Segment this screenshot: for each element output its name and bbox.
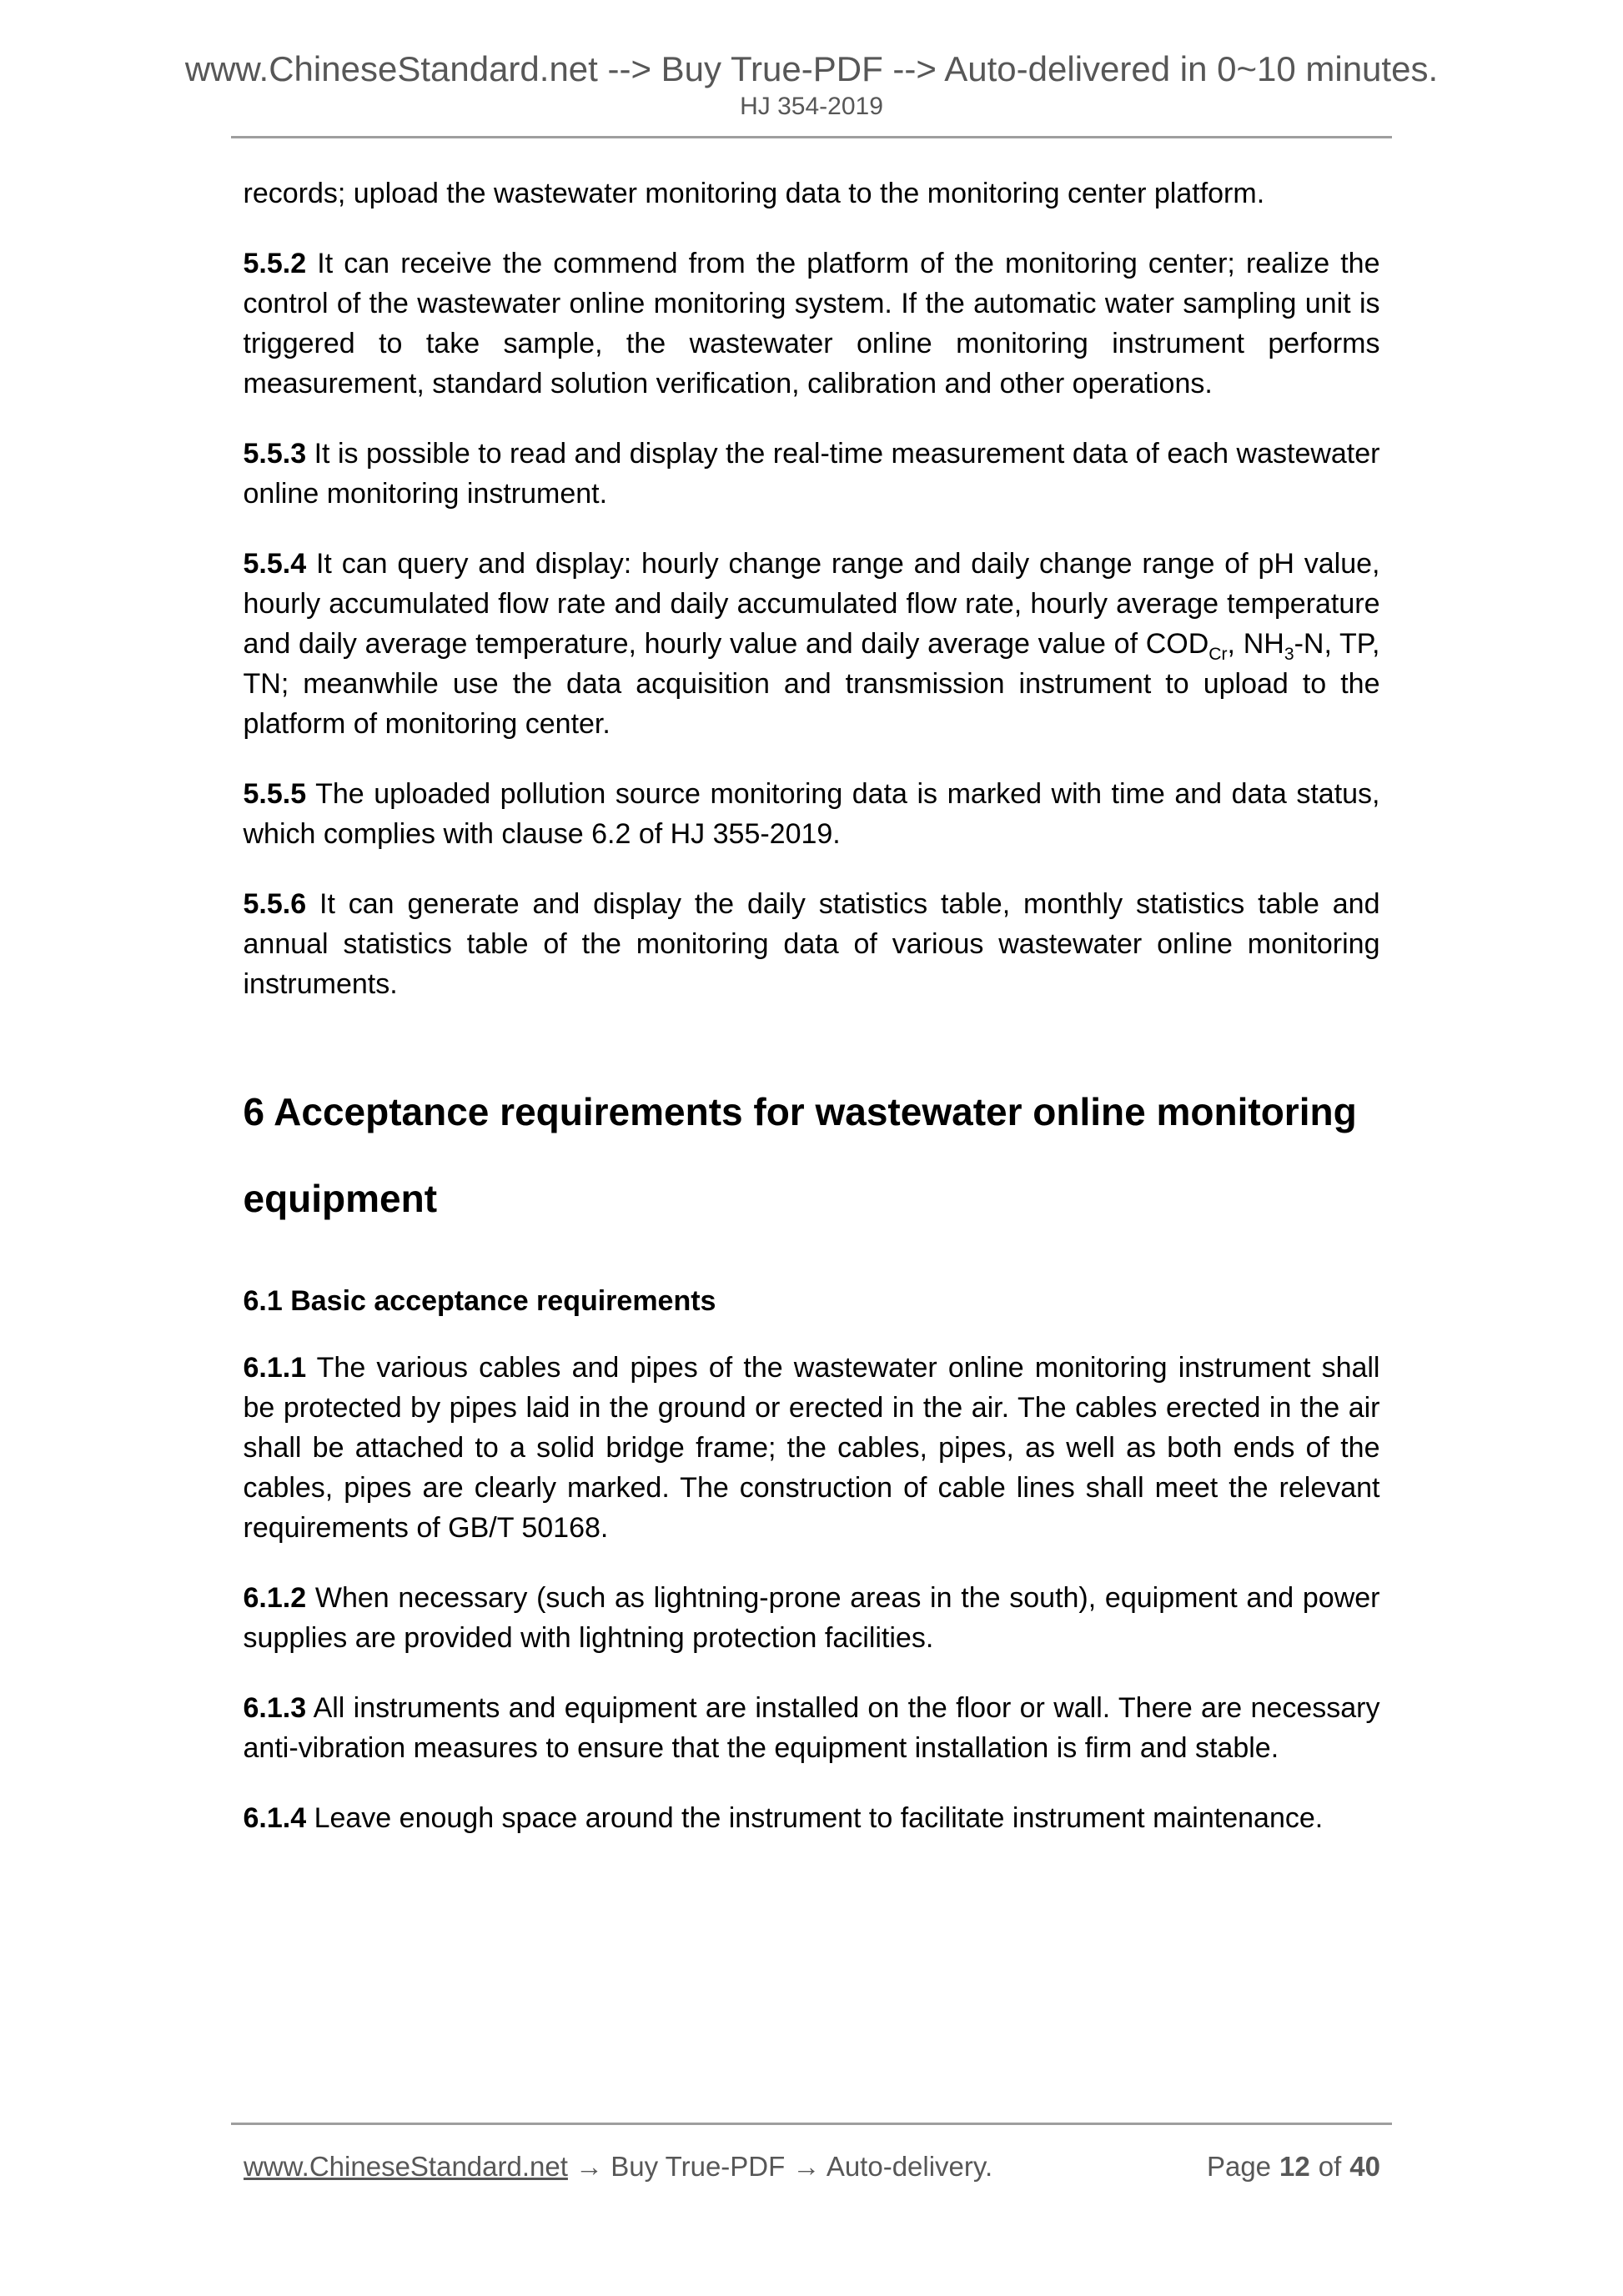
paragraph: 5.5.3 It is possible to read and display the real-time measurement data of each wastewater online monitoring instrument. [243,438,1380,510]
subscript: Cr [1208,644,1228,664]
paragraph: 6.1.3 All instruments and equipment are installed on the floor or wall. There are necessary anti-vibration measures to ensure that the equipment installation is firm and stable. [243,1692,1380,1764]
header-promo-line: www.ChineseStandard.net --> Buy True-PDF --> Auto-delivered in 0~10 minutes. [184,49,1439,88]
footer-site-link[interactable]: www.ChineseStandard.net [244,2151,568,2182]
paragraph: 6.1.2 When necessary (such as lightning-prone areas in the south), equipment and power supplies are provided with lightning protection facilities. [243,1582,1380,1654]
subsection-heading: 6.1 Basic acceptance requirements [243,1285,716,1317]
paragraph: records; upload the wastewater monitoring data to the monitoring center platform. [243,178,1265,209]
footer-promo [244,2147,992,2187]
clause-number: 5.5.3 [243,438,307,470]
clause-number: 6.1.3 [243,1692,307,1724]
paragraph: 5.5.2 It can receive the commend from the platform of the monitoring center; realize the control of the wastewater online monitoring system. If the automatic water sampling unit is triggered to take sample, the wastewater online monitoring instrument performs measurement, standard solution verification, calibration and other operations. [243,248,1380,399]
header-divider [231,136,1392,138]
paragraph: 6.1.4 Leave enough space around the instrument to facilitate instrument maintenance. [243,1802,1324,1834]
paragraph: 5.5.4 It can query and display: hourly change range and daily change range of pH value, hourly accumulated flow rate and daily accumulated flow rate, hourly average temperature and daily average temperature, hourly value and daily average value of $COD_{Cr}$, $NH_3-N$, TP, TN; meanwhile use the data acquisition and transmission instrument to upload to the platform of monitoring center. [243,548,1380,740]
clause-number: 5.5.6 [243,888,307,920]
footer-promo-tail: → Buy True-PDF → Auto-delivery. [567,2151,993,2182]
page-indicator [1207,2147,1380,2187]
page-footer [231,2123,1392,2187]
of-label: of [1318,2151,1342,2182]
clause-number: 5.5.2 [243,248,307,279]
paragraph: 6.1.1 The various cables and pipes of the wastewater online monitoring instrument shall be protected by pipes laid in the ground or erected in the air. The cables erected in the air shall be attached to a solid bridge frame; the cables, pipes, as well as both ends of the cables, pipes are clearly marked. The construction of cable lines shall meet the relevant requirements of GB/T 50168. [243,1352,1380,1544]
clause-number: 6.1.1 [243,1352,307,1384]
clause-number: 5.5.4 [243,548,307,580]
clause-number: 6.1.4 [243,1802,307,1834]
footer-divider [231,2123,1392,2125]
footer-row [244,2147,1380,2187]
page-total: 40 [1349,2151,1380,2182]
section-heading: 6 Acceptance requirements for wastewater online monitoring equipment [243,1090,1357,1220]
document-body [244,173,1380,1838]
page-header [0,0,1623,138]
clause-number: 5.5.5 [243,778,307,810]
paragraph: 5.5.5 The uploaded pollution source monitoring data is marked with time and data status, which complies with clause 6.2 of HJ 355-2019. [243,778,1380,850]
standard-number: HJ 354-2019 [740,93,883,120]
clause-number: 6.1.2 [243,1582,307,1614]
page-current: 12 [1279,2151,1310,2182]
subscript: 3 [1284,644,1294,664]
paragraph: 5.5.6 It can generate and display the daily statistics table, monthly statistics table and annual statistics table of the monitoring data of various wastewater online monitoring instruments. [243,888,1380,1000]
page-label: Page [1206,2151,1272,2182]
